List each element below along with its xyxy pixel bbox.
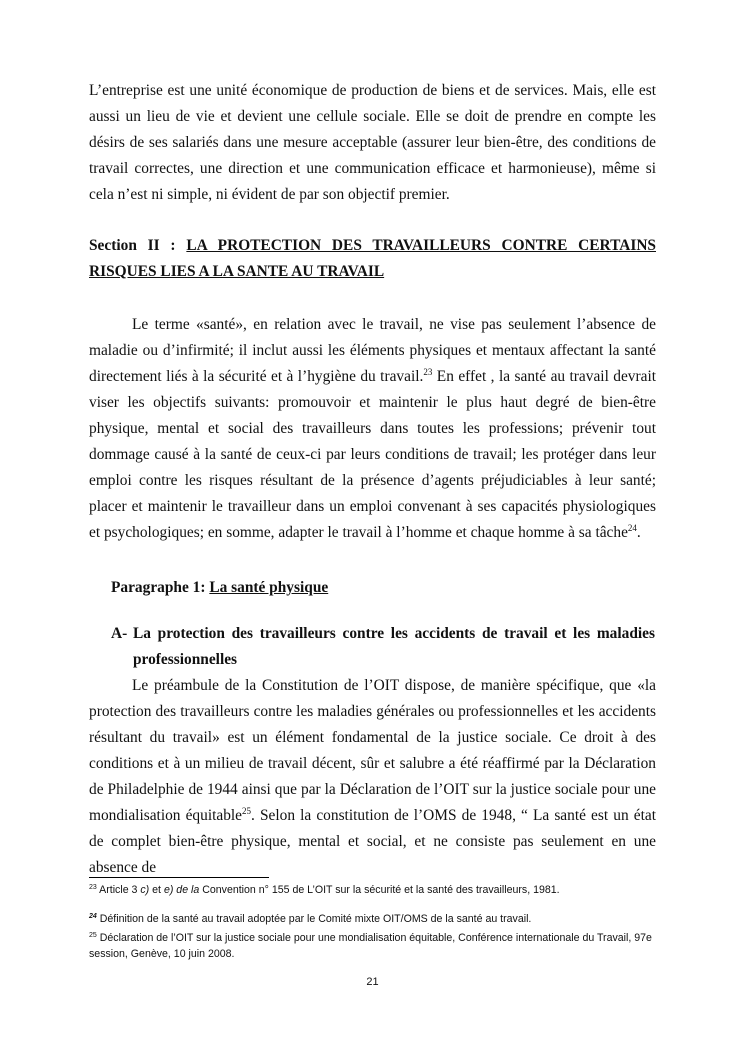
page-body <box>89 78 656 546</box>
oit-text-2: . Selon la constitution de l’OMS de 1948, “ La santé est un état de complet bien-être physique, mental et social, et ne consiste pas seulement en une absence de <box>89 807 656 876</box>
footnote-25 <box>89 930 656 962</box>
subsection-title: La protection des travailleurs contre les accidents de travail et les maladies professionnelles <box>133 625 655 668</box>
footnote-ref-25: 25 <box>242 806 251 816</box>
footnote-num: 25 <box>89 932 97 939</box>
subsection-heading <box>111 621 656 673</box>
footnote-text: Article 3 <box>99 884 141 896</box>
footnote-ref-23: 23 <box>423 367 433 377</box>
footnote-text: e) de la <box>163 884 200 896</box>
oit-paragraph <box>89 673 656 881</box>
footnote-23 <box>89 882 656 898</box>
footnote-text: et <box>149 884 164 896</box>
footnote-num: 23 <box>89 884 97 891</box>
oit-block <box>89 673 656 881</box>
section-heading <box>89 233 656 285</box>
footnote-text: Convention n° 155 de L’OIT sur la sécurité et la santé des travailleurs, 1981. <box>199 884 560 896</box>
footnote-24 <box>89 911 656 927</box>
section-label: Section II : <box>89 237 176 254</box>
subsection-letter: A- <box>111 625 128 642</box>
footnote-num: 24 <box>89 913 97 920</box>
paragraph-heading <box>111 579 328 597</box>
section-title: LA PROTECTION DES TRAVAILLEURS CONTRE CERTAINS RISQUES LIES A LA SANTE AU TRAVAIL <box>89 237 656 280</box>
footnote-separator <box>89 877 269 878</box>
health-text-1: Le terme «santé», en relation avec le travail, ne vise pas seulement l’absence de maladie ou d’infirmité; il inclut aussi les éléments physiques et mentaux affectant la santé directement liés à la sécurité et à l’hygiène du travail. <box>89 316 656 385</box>
footnote-ref-24: 24 <box>627 523 637 533</box>
health-paragraph <box>89 312 656 546</box>
oit-text-1: Le préambule de la Constitution de l’OIT dispose, de manière spécifique, que «la protection des travailleurs contre les maladies générales ou professionnelles et les accidents résultant du travail» est un élément fondamental de la justice sociale. Ce droit à des conditions et à un milieu de travail décent, sûr et salubre a été réaffirmé par la Déclaration de Philadelphie de 1944 ainsi que par la Déclaration de l’OIT sur la justice sociale pour une mondialisation équitable <box>89 677 656 824</box>
paragraph-title: La santé physique <box>209 579 329 596</box>
page-number: 21 <box>366 976 379 988</box>
footnote-text: Déclaration de l’OIT sur la justice sociale pour une mondialisation équitable, Conférence internationale du Travail, 97e session, Genève, 10 juin 2008. <box>89 932 652 960</box>
health-text-3: . <box>636 524 641 541</box>
footnote-text: Définition de la santé au travail adoptée par le Comité mixte OIT/OMS de la santé au travail. <box>99 913 532 925</box>
paragraph-label: Paragraphe 1: <box>111 579 206 596</box>
intro-paragraph: L’entreprise est une unité économique de production de biens et de services. Mais, elle est aussi un lieu de vie et devient une cellule sociale. Elle se doit de prendre en compte les désirs de ses salariés dans une mesure acceptable (assurer leur bien-être, des conditions de travail correctes, une direction et une communication efficace et harmonieuse), même si cela n’est ni simple, ni évident de par son objectif premier. <box>89 82 656 203</box>
footnote-text: c) <box>140 884 150 896</box>
health-text-2: En effet , la santé au travail devrait viser les objectifs suivants: promouvoir et maintenir le plus haut degré de bien-être physique, mental et social des travailleurs dans toutes les professions; prévenir tout dommage causé à la santé de ceux-ci par leurs conditions de travail; les protéger dans leur emploi contre les risques résultant de la présence d’agents préjudiciables à leur santé; placer et maintenir le travailleur dans un emploi convenant à ses capacités physiologiques et psychologiques; en somme, adapter le travail à l’homme et chaque homme à sa tâche <box>89 368 657 541</box>
